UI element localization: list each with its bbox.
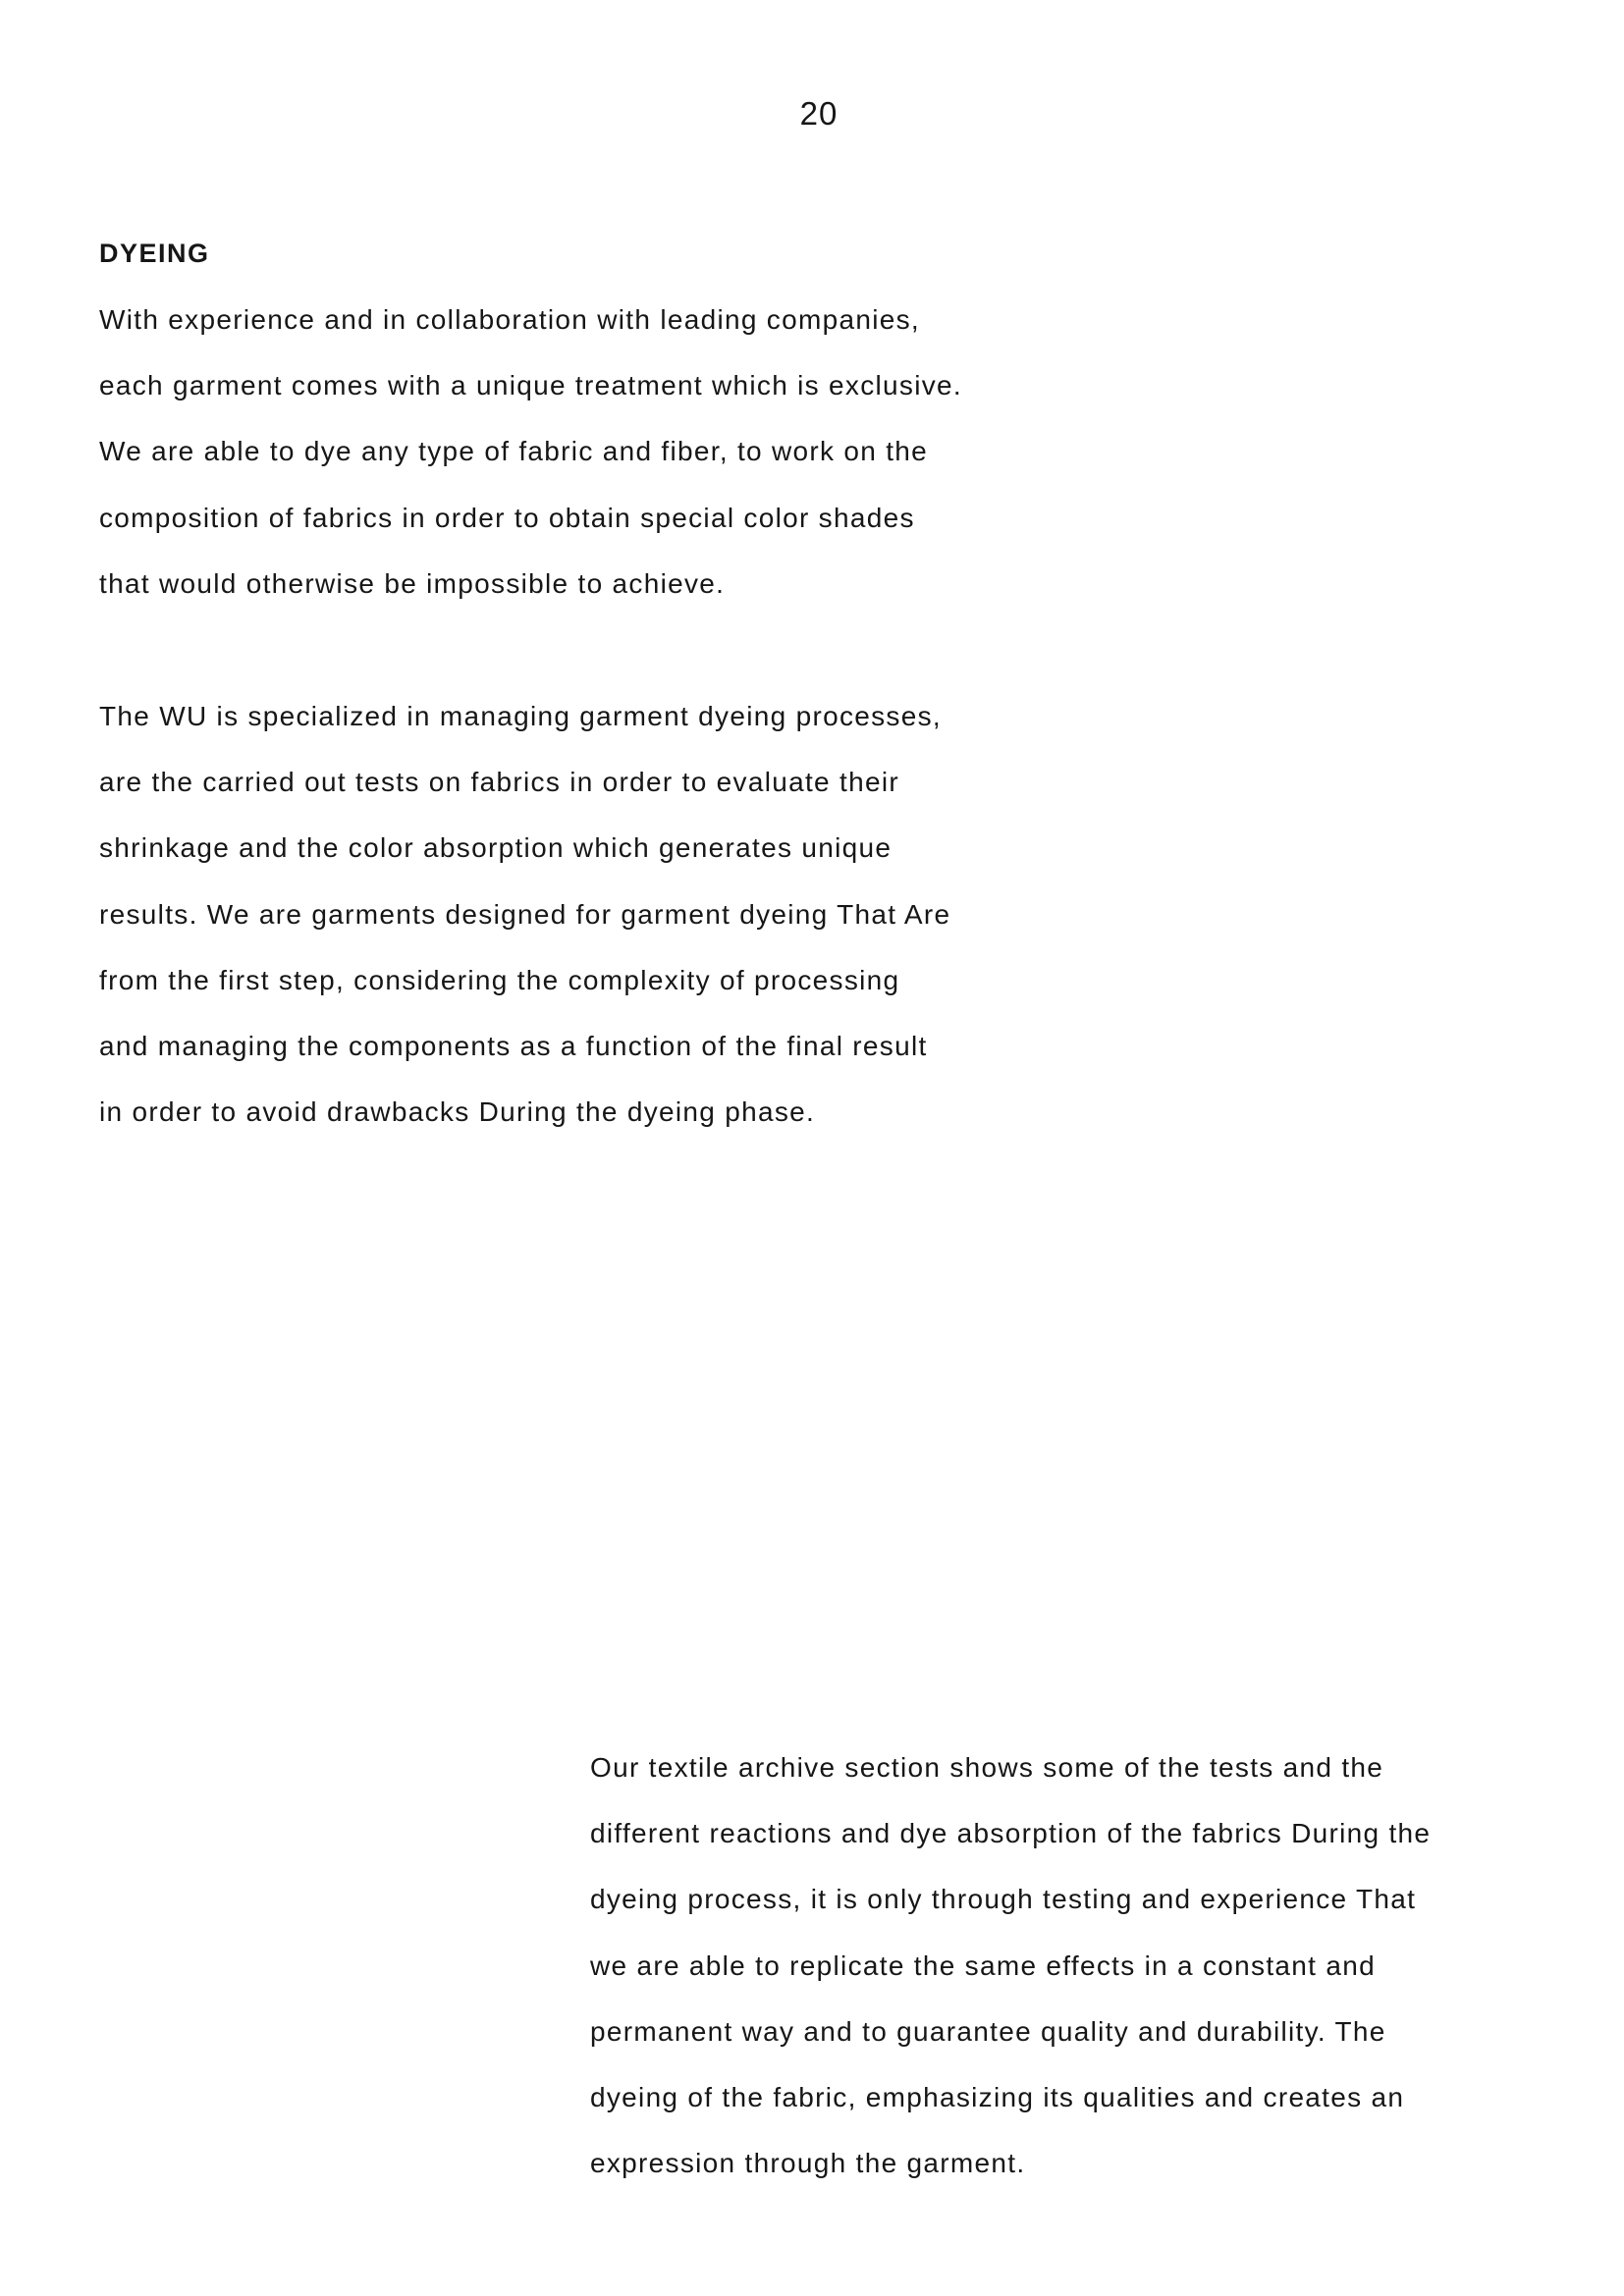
paragraph-1 — [99, 287, 962, 616]
paragraph-2 — [99, 683, 950, 1145]
paragraph-line: in order to avoid drawbacks During the dyeing phase. — [99, 1096, 816, 1128]
paragraph-line: dyeing of the fabric, emphasizing its qualities and creates an — [590, 2082, 1405, 2113]
paragraph-line: results. We are garments designed for garment dyeing That Are — [99, 898, 951, 930]
section-heading-wrapper — [99, 232, 1081, 275]
paragraph-line: different reactions and dye absorption of the fabrics During the — [590, 1818, 1432, 1849]
paragraph-line: that would otherwise be impossible to achieve. — [99, 567, 726, 599]
page-number: 20 — [799, 95, 839, 132]
paragraph-line: and managing the components as a function of the final result — [99, 1031, 928, 1062]
paragraph-line: expression through the garment. — [590, 2148, 1026, 2179]
section-heading: DYEING — [99, 239, 210, 268]
paragraph-line: With experience and in collaboration with leading companies, — [99, 304, 920, 335]
paragraph-3 — [590, 1735, 1431, 2196]
paragraph-line: each garment comes with a unique treatment which is exclusive. — [99, 370, 962, 401]
paragraph-line: Our textile archive section shows some of the tests and the — [590, 1752, 1384, 1783]
paragraph-line: composition of fabrics in order to obtain special color shades — [99, 502, 915, 533]
paragraph-line: from the first step, considering the complexity of processing — [99, 964, 900, 995]
paragraph-line: The WU is specialized in managing garment dyeing processes, — [99, 701, 942, 731]
paragraph-line: are the carried out tests on fabrics in order to evaluate their — [99, 767, 899, 798]
paragraph-line: permanent way and to guarantee quality and durability. The — [590, 2015, 1386, 2047]
paragraph-line: We are able to dye any type of fabric and fiber, to work on the — [99, 436, 929, 467]
paragraph-line: we are able to replicate the same effects in a constant and — [590, 1949, 1376, 1981]
paragraph-line: dyeing process, it is only through testing and experience That — [590, 1884, 1417, 1915]
paragraph-line: shrinkage and the color absorption which generates unique — [99, 832, 893, 864]
